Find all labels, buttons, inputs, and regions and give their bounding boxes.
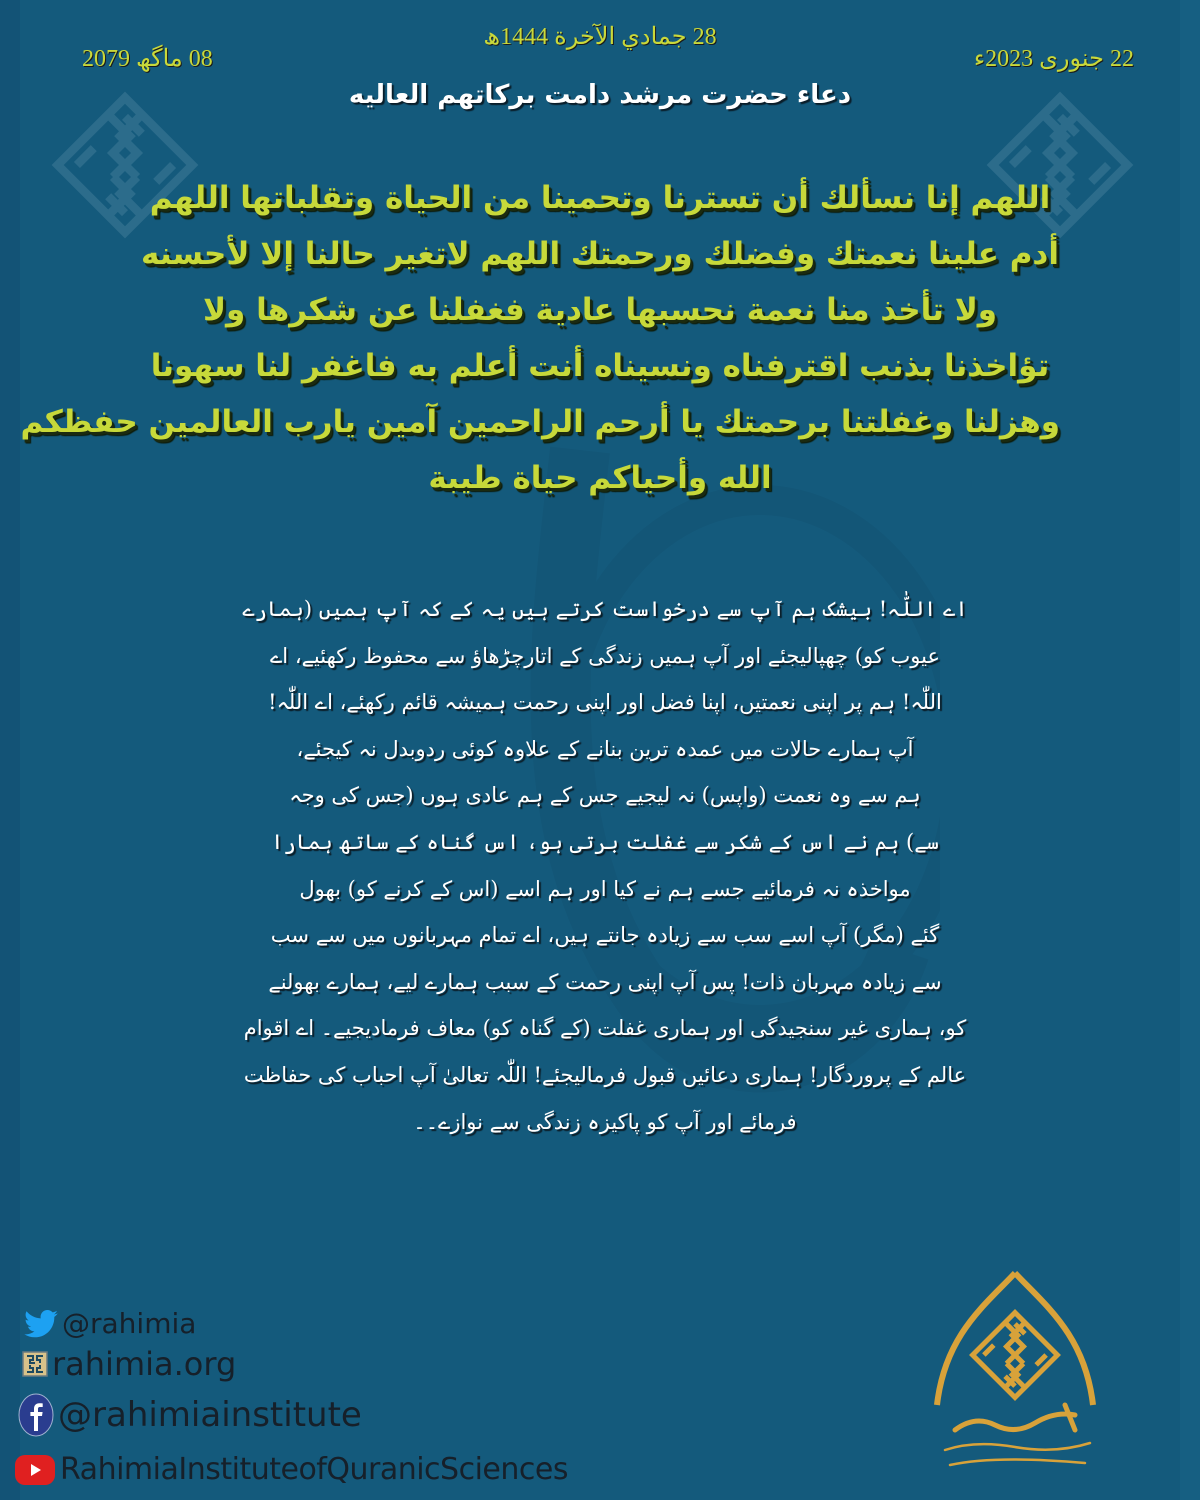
urdu-translation-line: مواخذہ نہ فرمائیے جسے ہم نے کیا اور ہم اسے (اس کے کرنے کو) بھول [299, 876, 911, 901]
social-twitter[interactable] [24, 1307, 196, 1340]
urdu-translation-line: گئے (مگر) آپ اسے سب سے زیادہ جانتے ہیں، اے تمام مہربانوں میں سے سب [270, 923, 940, 948]
date-gregorian: 22 جنوری 2023ء [973, 46, 1134, 72]
urdu-translation-line: آپ ہمارے حالات میں عمدہ ترین بنانے کے علاوہ کوئی ردوبدل نہ کیجئے، [296, 736, 914, 761]
urdu-translation-line: کو، ہماری غیر سنجیدگی اور ہماری غفلت (کے گناہ کو) معاف فرمادیجیے۔ اے اقوام [243, 1016, 967, 1041]
arabic-dua-block [20, 170, 1060, 506]
urdu-translation-line: سے) ہم نے اس کے شکر سے غفلت برتی ہو، اس گناہ کے ساتھ ہمارا [271, 829, 939, 854]
facebook-icon [18, 1393, 54, 1437]
background-edge-right [1180, 0, 1200, 1500]
background-edge-left [0, 0, 20, 1500]
youtube-play-icon [14, 1453, 56, 1487]
urdu-translation-line: اللّٰہ! ہم پر اپنی نعمتیں، اپنا فضل اور اپنی رحمت ہمیشہ قائم رکھئے، اے اللّٰہ! [268, 690, 942, 715]
urdu-translation-line: اے اللّٰہ! بیشک ہم آپ سے درخواست کرتے ہیں یہ کے کہ آپ ہمیں (ہمارے [242, 597, 968, 621]
page-title: دعاء حضرت مرشد دامت بركاتهم العاليه [348, 80, 852, 110]
arabic-dua-line: ولا تأخذ منا نعمة نحسبها عادية فغفلنا عن شكرها ولا [202, 292, 998, 328]
arabic-dua-line: اللهم إنا نسألك أن تسترنا وتحمينا من الحياة وتقلباتها اللهم [149, 180, 1051, 216]
youtube-channel: RahimiaInstituteofQuranicSciences [60, 1452, 568, 1487]
arabic-dua-line: تؤاخذنا بذنب اقترفناه ونسيناه أنت أعلم به فاغفر لنا سهونا [150, 348, 1050, 384]
social-website[interactable] [22, 1345, 236, 1383]
arabic-dua-line: وهزلنا وغفلتنا برحمتك يا أرحم الراحمين آمين يارب العالمين حفظكم [20, 404, 1060, 440]
social-facebook[interactable] [18, 1393, 362, 1437]
rahimia-knot-icon [22, 1351, 48, 1377]
social-youtube[interactable] [14, 1452, 568, 1487]
urdu-translation-line: عالم کے پروردگار! ہماری دعائیں قبول فرمالیجئے! اللّٰہ تعالیٰ آپ احباب کی حفاظت [243, 1062, 967, 1087]
rahimia-institute-logo [915, 1265, 1115, 1495]
date-hijri: 28 جمادي الآخرة 1444ھ [483, 24, 717, 50]
website-link: rahimia.org [52, 1345, 237, 1383]
date-bikrami: 08 ماگھ 2079 [82, 46, 213, 72]
twitter-handle: @rahimia [62, 1307, 197, 1340]
urdu-translation-block [190, 586, 1020, 1145]
arabic-dua-line: الله وأحياكم حياة طيبة [428, 460, 772, 496]
twitter-bird-icon [24, 1310, 58, 1338]
urdu-translation-line: سے زیادہ مہربان ذات! پس آپ اپنی رحمت کے سبب ہمارے لیے، ہمارے بھولنے [268, 969, 942, 994]
facebook-handle: @rahimiainstitute [58, 1395, 362, 1435]
urdu-translation-line: ہم سے وہ نعمت (واپس) نہ لیجیے جس کے ہم عادی ہوں (جس کی وجہ [289, 783, 921, 808]
urdu-translation-line: فرمائے اور آپ کو پاکیزہ زندگی سے نوازے۔۔ [413, 1109, 797, 1134]
urdu-translation-line: عیوب کو) چھپالیجئے اور آپ ہمیں زندگی کے اتارچڑھاؤ سے محفوظ رکھئیے، اے [270, 643, 940, 668]
arabic-dua-line: أدم علينا نعمتك وفضلك ورحمتك اللهم لاتغير حالنا إلا لأحسنه [141, 236, 1059, 272]
